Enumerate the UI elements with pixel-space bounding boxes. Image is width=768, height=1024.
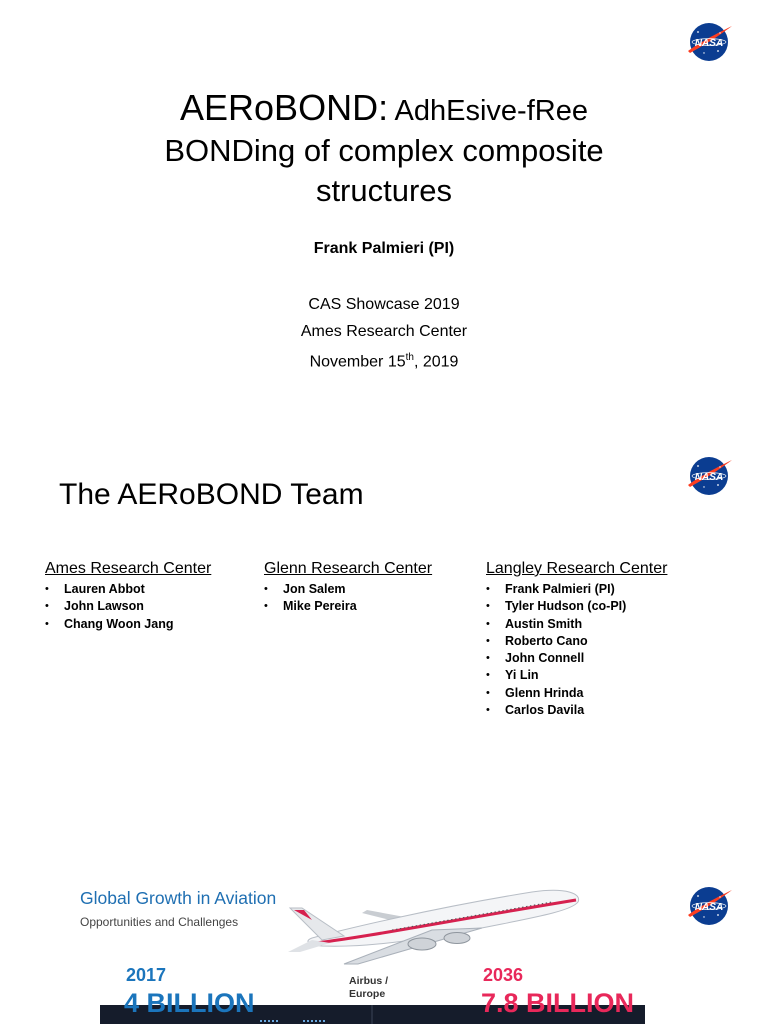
team-column-langley bbox=[486, 560, 667, 719]
slide-title bbox=[0, 88, 768, 211]
event-info bbox=[0, 292, 768, 376]
title-strong: AERoBOND: bbox=[180, 87, 389, 128]
year-2017: 2017 bbox=[126, 965, 167, 985]
list-item: • Chang Woon Jang bbox=[45, 616, 211, 633]
list-item: • John Lawson bbox=[45, 598, 211, 615]
column-heading: Glenn Research Center bbox=[264, 560, 433, 577]
airplane-icon bbox=[282, 880, 588, 966]
event-name: CAS Showcase 2019 bbox=[308, 296, 460, 313]
column-heading: Ames Research Center bbox=[45, 560, 212, 577]
aviation-growth-slide bbox=[0, 862, 768, 1024]
nasa-logo-icon bbox=[684, 21, 734, 63]
title-rest: AdhEsive-fRee bbox=[388, 95, 588, 127]
list-item: • Glenn Hrinda bbox=[486, 685, 667, 702]
nasa-logo-text: NASA bbox=[694, 38, 724, 49]
list-item: • Roberto Cano bbox=[486, 633, 667, 650]
nasa-logo-text: NASA bbox=[694, 472, 724, 483]
passengers-2036: 7.8 BILLION bbox=[481, 988, 635, 1018]
title-line-3: structures bbox=[315, 173, 453, 208]
team-title: The AERoBOND Team bbox=[59, 478, 364, 511]
growth-subtitle: Opportunities and Challenges bbox=[80, 915, 239, 929]
team-column-glenn bbox=[264, 560, 432, 616]
event-date: November 15th, 2019 bbox=[309, 352, 459, 371]
list-item: • Frank Palmieri (PI) bbox=[486, 581, 667, 598]
list-item: • Austin Smith bbox=[486, 616, 667, 633]
column-heading: Langley Research Center bbox=[486, 560, 668, 577]
list-item: • Mike Pereira bbox=[264, 598, 432, 615]
presenter-name: Frank Palmieri (PI) bbox=[313, 240, 455, 257]
team-column-ames bbox=[45, 560, 211, 633]
year-2036: 2036 bbox=[483, 965, 524, 985]
passengers-2017: 4 BILLION bbox=[124, 988, 255, 1018]
list-item: • John Connell bbox=[486, 650, 667, 667]
nasa-logo-text: NASA bbox=[694, 902, 724, 913]
team-slide bbox=[0, 440, 768, 840]
nasa-logo-icon bbox=[684, 455, 734, 497]
growth-title: Global Growth in Aviation bbox=[80, 888, 277, 908]
title-slide bbox=[0, 0, 768, 420]
airbus-label: Airbus / Europe bbox=[349, 975, 389, 1000]
nasa-logo-icon bbox=[684, 885, 734, 927]
list-item: • Jon Salem bbox=[264, 581, 432, 598]
list-item: • Tyler Hudson (co-PI) bbox=[486, 598, 667, 615]
list-item: • Carlos Davila bbox=[486, 702, 667, 719]
list-item: • Yi Lin bbox=[486, 667, 667, 684]
list-item: • Lauren Abbot bbox=[45, 581, 211, 598]
event-center: Ames Research Center bbox=[300, 322, 468, 340]
title-line-2: BONDing of complex composite bbox=[164, 133, 604, 168]
